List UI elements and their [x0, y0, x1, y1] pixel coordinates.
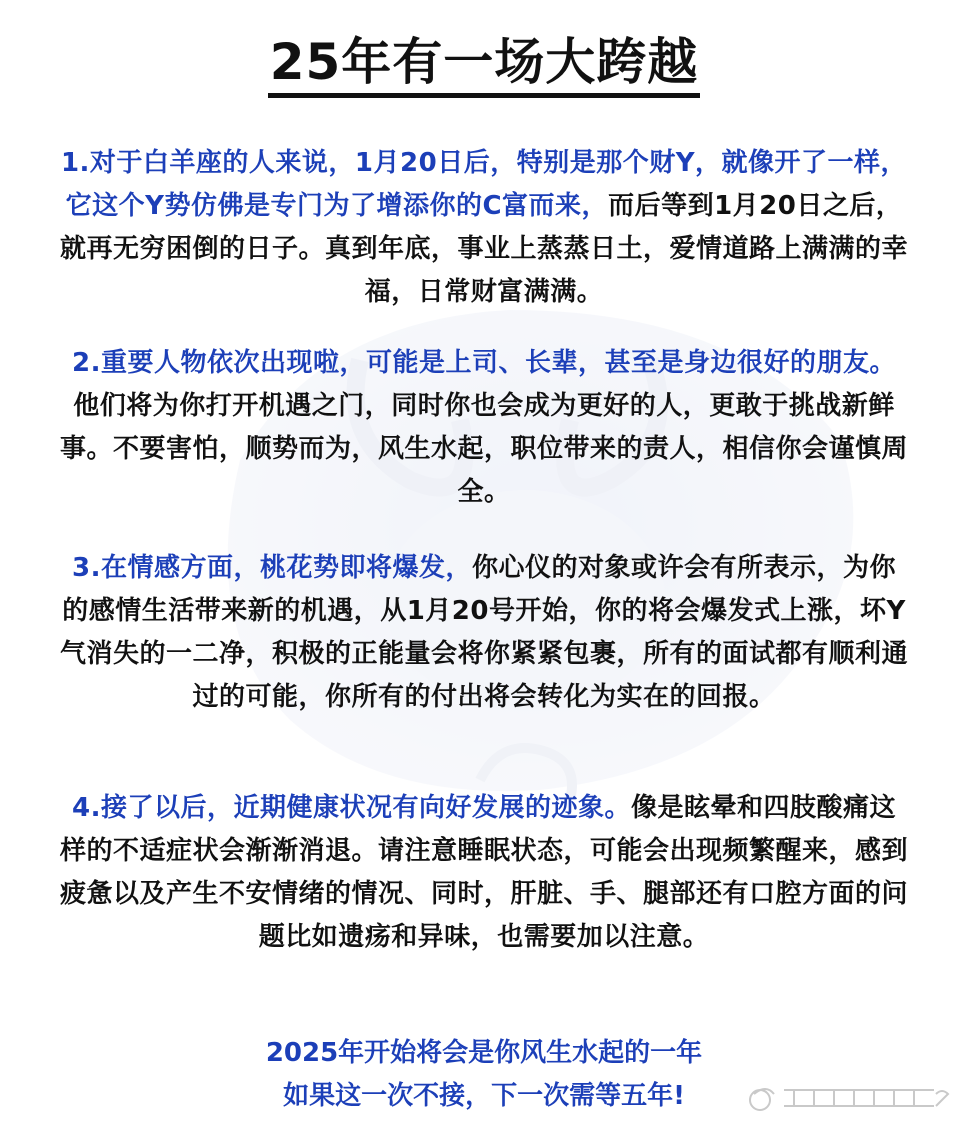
closing-line-2: 如果这一次不接，下一次需等五年! [283, 1081, 685, 1111]
paragraph-1 [60, 142, 908, 314]
paragraph-4 [60, 787, 908, 959]
paragraph-2-highlight: 2.重要人物依次出现啦，可能是上司、长辈，甚至是身边很好的朋友。 [72, 348, 896, 378]
paragraph-3-highlight: 3.在情感方面，桃花势即将爆发， [72, 553, 472, 583]
closing-line-1: 2025年开始将会是你风生水起的一年 [265, 1038, 703, 1068]
paragraph-3 [60, 547, 908, 719]
paragraph-3-body: 你心仪的对象或许会有所表示，为你的感情生活带来新的机遇，从1月20号开始，你的将会爆发式上涨，坏Y气消失的一二净，积极的正能量会将你紧紧包裹，所有的面试都有顺利通过的可能，你所有的付出将会转化为实在的回报。 [60, 553, 909, 712]
paragraph-4-highlight: 4.接了以后，近期健康状况有向好发展的迹象。 [72, 793, 631, 823]
paragraph-4-body: 像是眩晕和四肢酸痛这样的不适症状会渐渐消退。请注意睡眠状态，可能会出现频繁醒来，感到疲惫以及产生不安情绪的情况、同时，肝脏、手、腿部还有口腔方面的问题比如遗疡和异味，也需要加以注意。 [60, 793, 909, 952]
paragraph-2-body: 他们将为你打开机遇之门，同时你也会成为更好的人，更敢于挑战新鲜事。不要害怕，顺势而为，风生水起，职位带来的责人，相信你会谨慎周全。 [60, 391, 909, 507]
paragraph-1-body: 而后等到1月20日之后，就再无穷困倒的日子。真到年底，事业上蒸蒸日土，爱情道路上满满的幸福，日常财富满满。 [60, 191, 909, 307]
paragraph-1-highlight: 1.对于白羊座的人来说，1月20日后，特别是那个财Y，就像开了一样，它这个Y势仿佛是专门为了增添你的C富而来， [60, 148, 908, 221]
page-title: 25年有一场大跨越 [0, 22, 968, 102]
paragraph-2 [60, 342, 908, 514]
